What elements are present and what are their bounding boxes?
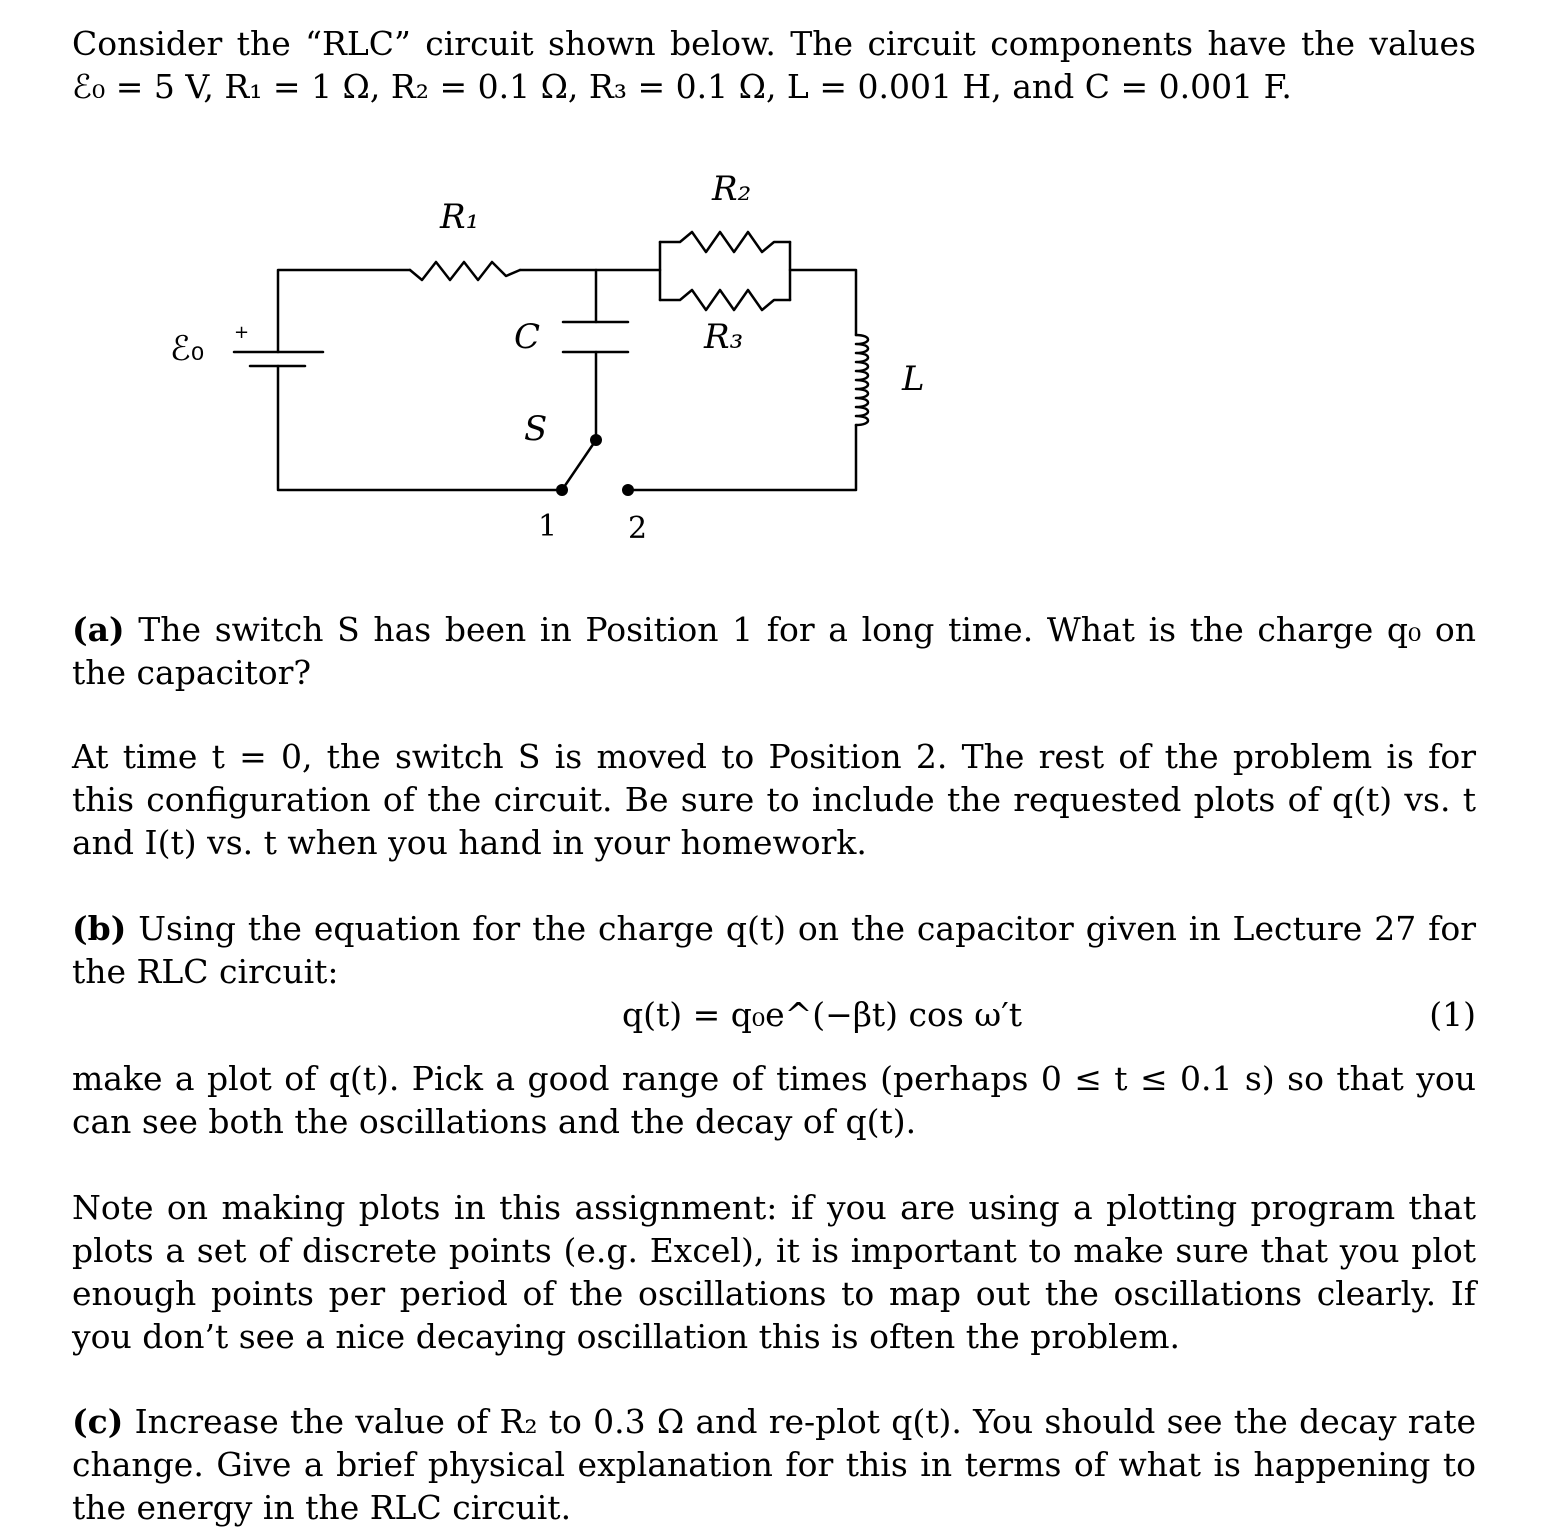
- c-label: C: [514, 317, 541, 357]
- part-a-tag: (a): [72, 610, 125, 649]
- note-paragraph: Note on making plots in this assignment: if you are using a plotting program that plots a set of discrete points (e.g. Excel), it is important to make sure that you plot enough points per period of the oscillations to map out the oscillations clearly. If you don’t see a nice decaying oscillation this is often the problem.: [72, 1188, 1476, 1356]
- wire-top-right: [790, 270, 856, 335]
- part-c-paragraph: [72, 1400, 1476, 1529]
- part-a-paragraph: [72, 608, 1476, 694]
- wire-left-top: [278, 270, 410, 352]
- r2-label: R₂: [712, 169, 752, 209]
- intro-paragraph: Consider the “RLC” circuit shown below. The circuit components have the values ℰ₀ = 5 V, R₁ = 1 Ω, R₂ = 0.1 Ω, R₃ = 0.1 Ω, L = 0.001 H, and C = 0.001 F.: [72, 24, 1476, 106]
- r3-label: R₃: [704, 317, 744, 357]
- switch-contact-1: [556, 484, 568, 496]
- s-label: S: [524, 409, 548, 449]
- part-c-tag: (c): [72, 1402, 124, 1441]
- pos2-label: 2: [628, 511, 648, 546]
- part-b-after-paragraph: make a plot of q(t). Pick a good range of times (perhaps 0 ≤ t ≤ 0.1 s) so that you can see both the oscillations and the decay of q(t).: [72, 1059, 1476, 1141]
- equation-row: [72, 993, 1476, 1036]
- charge-equation: q(t) = q₀e^(−βt) cos ω′t: [622, 995, 1022, 1034]
- wire-right-bottom: [628, 425, 856, 490]
- r2-resistor: [660, 232, 790, 252]
- switch-blade: [562, 440, 596, 490]
- rlc-circuit-diagram: [0, 0, 1568, 560]
- pos1-label: 1: [538, 509, 558, 544]
- switch-contact-2: [622, 484, 634, 496]
- r1-label: R₁: [440, 197, 480, 237]
- inductor-coil: [856, 335, 868, 425]
- emf-label: ℰ₀: [170, 329, 205, 369]
- part-c-text: Increase the value of R₂ to 0.3 Ω and re-plot q(t). You should see the decay rate change. Give a brief physical explanation for this in terms of what is happening to the energy in the RLC circuit.: [72, 1402, 1476, 1527]
- wire-left-bottom: [278, 366, 562, 490]
- part-b-paragraph: [72, 907, 1476, 993]
- part-b-tag: (b): [72, 909, 127, 948]
- part-a-text: The switch S has been in Position 1 for a long time. What is the charge q₀ on the capacitor?: [72, 610, 1476, 692]
- l-label: L: [902, 359, 925, 399]
- equation-number: (1): [1429, 995, 1476, 1034]
- r1-resistor: [410, 262, 520, 280]
- transition-paragraph: At time t = 0, the switch S is moved to Position 2. The rest of the problem is for this configuration of the circuit. Be sure to include the requested plots of q(t) vs. t and I(t) vs. t when you hand in your homework.: [72, 737, 1476, 862]
- part-b-text: Using the equation for the charge q(t) on the capacitor given in Lecture 27 for the RLC circuit:: [72, 909, 1476, 991]
- switch-pivot: [590, 434, 602, 446]
- plus-sign: +: [234, 322, 250, 343]
- r3-resistor: [660, 290, 790, 310]
